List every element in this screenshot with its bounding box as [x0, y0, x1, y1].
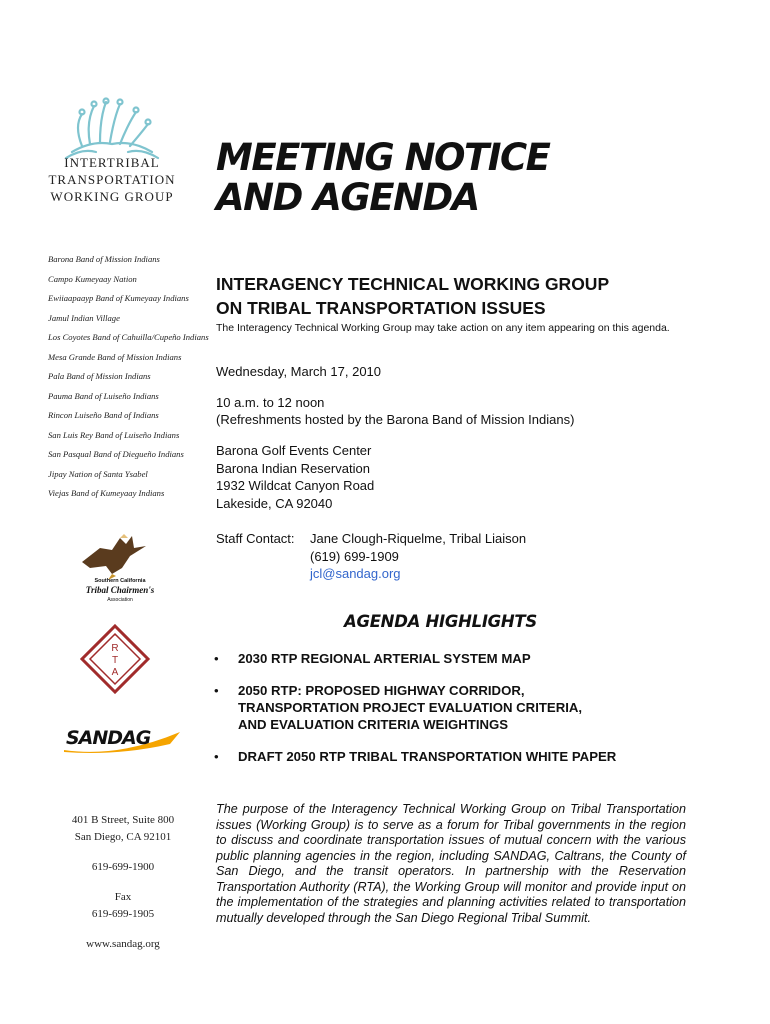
- rta-letter: R: [111, 643, 119, 654]
- agenda-item-text: AND EVALUATION CRITERIA WEIGHTINGS: [238, 717, 509, 732]
- chairmen-caption-3: Association: [107, 597, 133, 603]
- agenda-highlights-title: AGENDA HIGHLIGHTS: [344, 612, 537, 631]
- agenda-item-text: 2050 RTP: PROPOSED HIGHWAY CORRIDOR,: [238, 683, 525, 698]
- tribe-item: Pauma Band of Luiseño Indians: [48, 390, 159, 401]
- agenda-item-text: 2030 RTP REGIONAL ARTERIAL SYSTEM MAP: [238, 651, 531, 666]
- agenda-list: [210, 650, 690, 780]
- rta-letter: A: [111, 667, 119, 678]
- tribe-item: Campo Kumeyaay Nation: [48, 273, 137, 284]
- tribe-item: Barona Band of Mission Indians: [48, 254, 160, 264]
- agenda-item: [210, 682, 690, 733]
- title-line-1: MEETING NOTICE: [216, 136, 550, 179]
- purpose-paragraph: The purpose of the Interagency Technical Working Group on Tribal Transportation issues (Working Group) is to serve as a forum for Tribal governments in the region to discuss and coordinate transportation issues of mutual concern with the various public planning agencies in the region, including SANDAG, Caltrans, the County of San Diego, and the transit operators. In partnership with the Reservation Transportation Authority (RTA), the Working Group will monitor and provide input on the implementation of the strategies and planning activities related to transportation mutually developed through the San Diego Regional Tribal Summit.: [216, 802, 686, 925]
- agenda-item: [210, 650, 690, 667]
- meeting-subtitle: [216, 272, 716, 320]
- org-name-line: TRANSPORTATION: [48, 172, 176, 187]
- sandag-logo: [58, 722, 184, 758]
- rta-logo: [80, 624, 150, 694]
- address-street: 401 B Street, Suite 800: [71, 814, 175, 826]
- meeting-time-block: [216, 394, 574, 428]
- action-note: The Interagency Technical Working Group may take action on any item appearing on this agenda.: [216, 322, 670, 334]
- address-phone: 619-699-1900: [91, 861, 155, 873]
- subtitle-line-1: INTERAGENCY TECHNICAL WORKING GROUP: [216, 274, 610, 294]
- staff-name: Jane Clough-Riquelme, Tribal Liaison: [310, 531, 527, 546]
- address-city: San Diego, CA 92101: [74, 831, 172, 843]
- meeting-venue: [216, 442, 374, 512]
- tribe-item: Jipay Nation of Santa Ysabel: [48, 468, 148, 479]
- tribe-item: Ewiiaapaayp Band of Kumeyaay Indians: [48, 293, 189, 303]
- venue-line: Barona Indian Reservation: [216, 460, 370, 476]
- address-website[interactable]: www.sandag.org: [86, 938, 160, 950]
- org-name-line: INTERTRIBAL: [64, 155, 160, 170]
- tribe-item: San Luis Rey Band of Luiseño Indians: [48, 429, 180, 440]
- sandag-logo-text: SANDAG: [66, 727, 151, 749]
- venue-line: 1932 Wildcat Canyon Road: [216, 478, 375, 493]
- chairmen-caption-1: Southern California: [94, 578, 146, 584]
- subtitle-line-2: ON TRIBAL TRANSPORTATION ISSUES: [216, 298, 546, 318]
- venue-line: Lakeside, CA 92040: [216, 495, 333, 511]
- title-line-2: AND AGENDA: [216, 176, 479, 219]
- tribe-item: Jamul Indian Village: [48, 312, 120, 323]
- organization-name: [36, 154, 188, 205]
- org-name-line: WORKING GROUP: [50, 189, 174, 204]
- rta-letter: T: [111, 655, 119, 666]
- tribe-item: Pala Band of Mission Indians: [48, 371, 151, 381]
- agenda-item: [210, 748, 690, 765]
- address-fax: 619-699-1905: [91, 908, 155, 920]
- address-block: [48, 812, 198, 953]
- address-fax-label: Fax: [114, 891, 132, 903]
- agenda-item-text: TRANSPORTATION PROJECT EVALUATION CRITERIA,: [238, 700, 583, 715]
- agenda-item-text: DRAFT 2050 RTP TRIBAL TRANSPORTATION WHITE PAPER: [238, 749, 617, 764]
- staff-phone: (619) 699-1909: [310, 548, 399, 564]
- page-title: [216, 138, 636, 218]
- staff-contact-values: [310, 530, 526, 583]
- tribe-item: Los Coyotes Band of Cahuilla/Cupeño Indians: [48, 332, 209, 342]
- tribe-item: Rincon Luiseño Band of Indians: [48, 410, 159, 420]
- tribe-list: [48, 250, 213, 504]
- bullet-icon: •: [214, 749, 219, 764]
- bullet-icon: •: [214, 683, 219, 698]
- meeting-refreshments: (Refreshments hosted by the Barona Band of Mission Indians): [216, 412, 575, 427]
- chairmen-caption-2: Tribal Chairmen's: [85, 585, 155, 595]
- venue-line: Barona Golf Events Center: [216, 443, 372, 458]
- tribe-item: Mesa Grande Band of Mission Indians: [48, 351, 182, 362]
- tribe-item: San Pasqual Band of Diegueño Indians: [48, 449, 184, 459]
- staff-contact-label: Staff Contact:: [216, 531, 295, 546]
- meeting-time: 10 a.m. to 12 noon: [216, 395, 325, 410]
- staff-email-link[interactable]: jcl@sandag.org: [310, 566, 401, 581]
- bullet-icon: •: [214, 651, 219, 666]
- tribe-item: Viejas Band of Kumeyaay Indians: [48, 488, 165, 498]
- meeting-date: Wednesday, March 17, 2010: [216, 364, 382, 379]
